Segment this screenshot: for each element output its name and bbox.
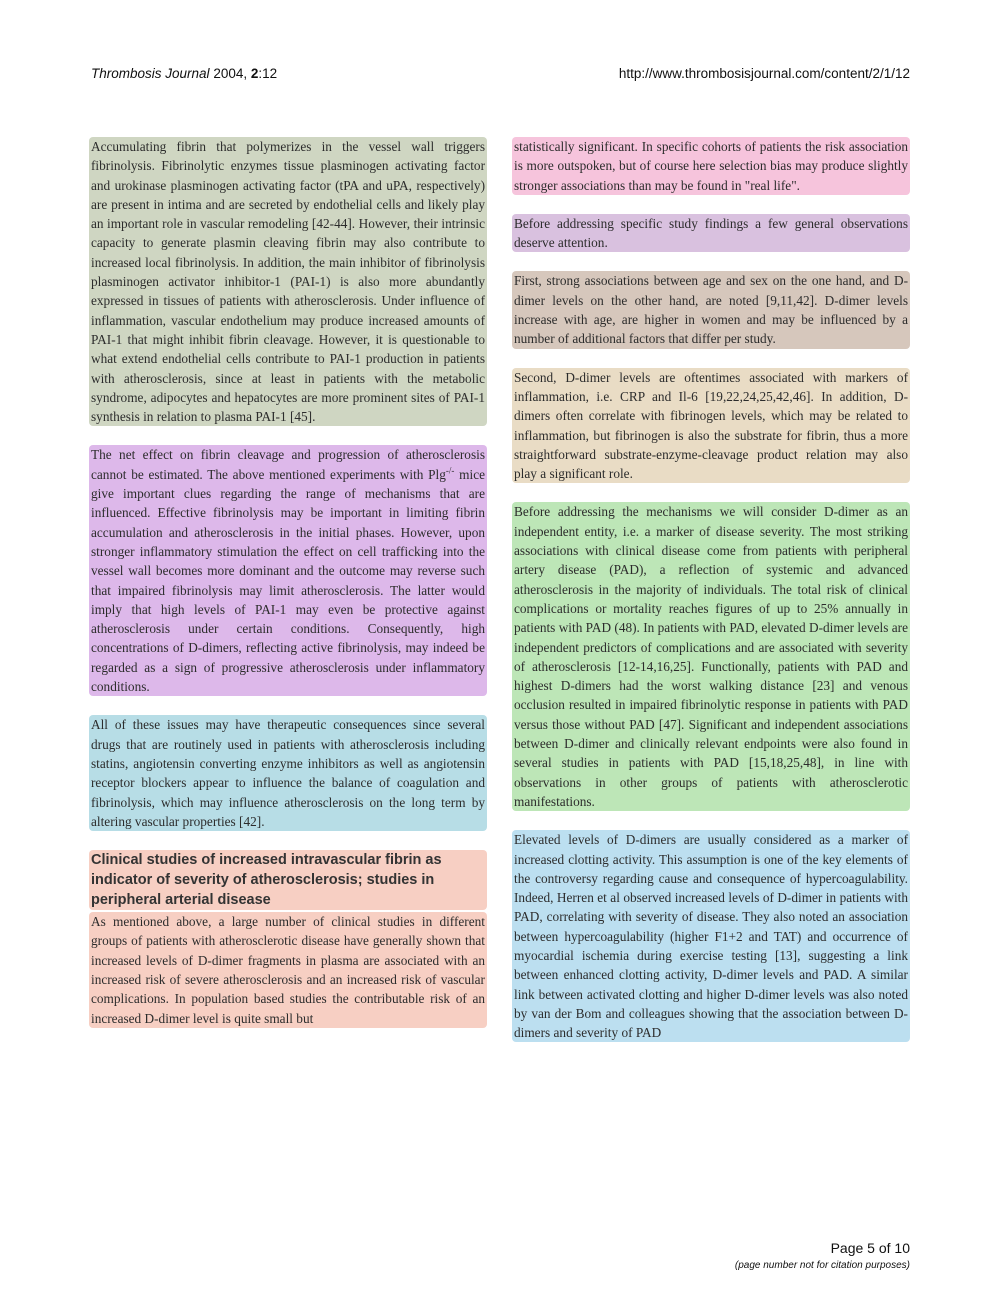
paragraph-net-effect-end: mice give important clues regarding the range of mechanisms that are influenced. Effective fibrinolysis may be important in limiting fibrin accumulation and atherosclerosis in the initial phases. However, upon stronger inflammatory stimulation the effect on cell trafficking into the vessel wall becomes more dominant and the outcome may reverse such that impaired fibrinolysis may limit atherosclerosis. The latter would imply that high levels of PAI-1 may even be protective against atherosclerosis under certain conditions. Consequently, high concentrations of D-dimers, reflecting active fibrinolysis, may indeed be regarded as a sign of progressive atherosclerosis under inflammatory conditions. [91,466,485,695]
running-header-url[interactable]: http://www.thrombosisjournal.com/content/2/1/12 [618,66,910,81]
running-header-citation [91,66,277,81]
paragraph-general-observations: Before addressing specific study findings a few general observations deserve attention. [512,214,910,253]
paragraph-age-sex: First, strong associations between age and sex on the one hand, and D-dimer levels on the other hand, are noted [9,11,42]. D-dimer levels increase with age, are higher in women and may be influenced by a number of additional factors that differ per study. [512,271,910,348]
section-heading: Clinical studies of increased intravascular fibrin as indicator of severity of atherosclerosis; studies in peripheral arterial disease [89,850,487,910]
paragraph-net-effect-start: The net effect on fibrin cleavage and progression of atherosclerosis cannot be estimated. The above mentioned experiments with Plg [91,447,485,482]
journal-volume: 2 [250,66,259,81]
paragraph-net-effect [89,445,487,696]
paragraph-fibrinolysis: Accumulating fibrin that polymerizes in the vessel wall triggers fibrinolysis. Fibrinolytic enzymes tissue plasminogen activating factor and urokinase plasminogen activating factor (tPA and uPA, respectively) are present in intima and are secreted by endothelial cells and likely play an important role in vascular remodeling [42-44]. However, their intrinsic capacity to generate plasmin cleaving fibrin may also contribute to increased local fibrinolysis. In addition, the main inhibitor of fibrinolysis plasminogen activator inhibitor-1 (PAI-1) is also more abundantly expressed in tissues of patients with atherosclerosis. Under influence of inflammation, vascular endothelium may produce increased amounts of PAI-1 that might inhibit fibrin cleavage. However, it is questionable to what extend endothelial cells contribute to PAI-1 production in patients with atherosclerosis, since at least in patients with the metabolic syndrome, adipocytes and hepatocytes are more prominent sites of PAI-1 synthesis in relation to plasma PAI-1 [45]. [89,137,487,426]
page-footer [735,1240,910,1271]
paragraph-clotting-activity: Elevated levels of D-dimers are usually considered as a marker of increased clotting activity. This assumption is one of the key elements of the controversy regarding cause and consequence of hypercoagulability. Indeed, Herren et al observed increased levels of D-dimer in patients with PAD, correlating with severity of disease. They also noted an association between hypercoagulability (higher F1+2 and TAT) and occurrence of myocardial ischemia during exercise testing [13], suggesting a link between enhanced clotting activity, D-dimer levels and PAD. A similar link between activated clotting and higher D-dimer levels was also noted by van der Bom and colleagues showing that the association between D-dimers and severity of PAD [512,830,910,1042]
page-number-note: (page number not for citation purposes) [734,1260,910,1271]
plg-superscript: -/- [445,465,455,476]
right-column [512,137,910,1061]
paragraph-statistically-significant: statistically significant. In specific cohorts of patients the risk association is more outspoken, but of course here selection bias may produce slightly stronger associations than may be found in "real life". [512,137,910,195]
article-number: :12 [258,66,278,81]
paragraph-clinical-studies: As mentioned above, a large number of clinical studies in different groups of patients with atherosclerotic disease have generally shown that increased levels of D-dimer fragments in plasma are associated with an increased risk of severe atherosclerosis and an increased risk of vascular complications. In population based studies the contributable risk of an increased D-dimer level is quite small but [89,912,487,1028]
paragraph-therapeutic: All of these issues may have therapeutic consequences since several drugs that are routinely used in patients with atherosclerosis including statins, angiotensin converting enzyme inhibitors as well as angiotensin receptor blockers appear to influence the balance of coagulation and fibrinolysis, which may influence atherosclerosis on the long term by altering vascular properties [42]. [89,715,487,831]
paragraph-inflammation: Second, D-dimer levels are oftentimes associated with markers of inflammation, i.e. CRP and Il-6 [19,22,24,25,42,46]. In addition, D-dimers often correlate with fibrinogen levels, which may be related to inflammation, but fibrinogen is also the substrate for fibrin, thus a more straightforward substrate-enzyme-cleavage product relation may also play a significant role. [512,368,910,484]
page-number: Page 5 of 10 [830,1240,910,1256]
left-column [89,137,487,1047]
journal-year: 2004, [213,66,248,81]
paragraph-pad: Before addressing the mechanisms we will consider D-dimer as an independent entity, i.e. a marker of disease severity. The most striking associations with clinical disease come from patients with peripheral artery disease (PAD), a reflection of systemic and advanced atherosclerosis in the majority of individuals. The total risk of clinical complications or mortality reaches figures of up to 25% annually in patients with PAD (48). In patients with PAD, elevated D-dimer levels are independent predictors of complications and are associated with severity of atherosclerosis [12-14,16,25]. Functionally, patients with PAD and highest D-dimers had the worst walking distance [23] and venous occlusion resulted in impaired fibrinolytic response in patients with PAD versus those without PAD [47]. Significant and independent associations between D-dimer and clinically relevant endpoints were also found in several studies in patients with PAD [15,18,25,48], in line with observations in other groups of patients with atherosclerotic manifestations. [512,502,910,811]
journal-name: Thrombosis Journal [91,66,210,81]
